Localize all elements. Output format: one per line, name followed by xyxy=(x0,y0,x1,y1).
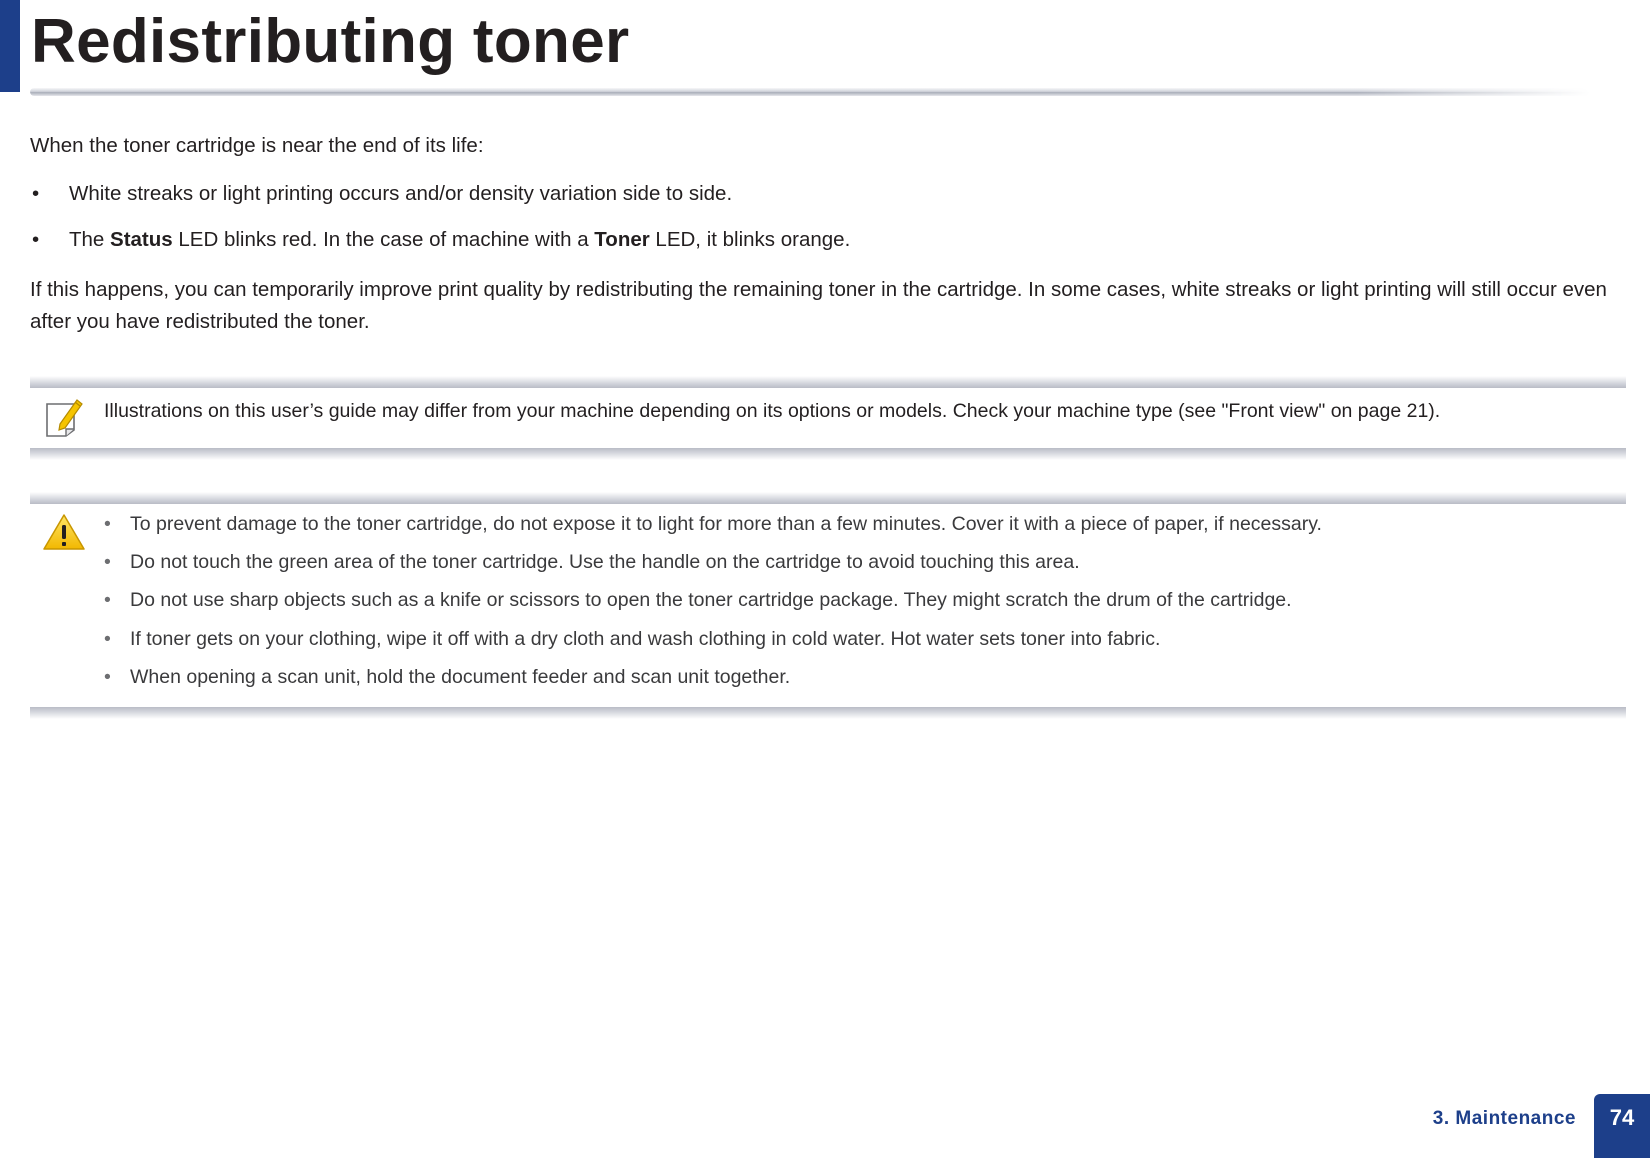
list-item: • To prevent damage to the toner cartridge, do not expose it to light for more than a few minutes. Cover it with a piece of paper, if necessary. xyxy=(104,510,1322,548)
list-item: • Do not use sharp objects such as a knife or scissors to open the toner cartridge package. They might scratch the drum of the cartridge. xyxy=(104,586,1322,624)
note-text: Illustrations on this user’s guide may differ from your machine depending on its options or models. Check your machine type (see "Front view" on page 21). xyxy=(104,400,1441,422)
status-led-label: Status xyxy=(110,228,173,251)
page-title: Redistributing toner xyxy=(31,7,630,76)
list-item xyxy=(30,178,850,224)
toner-led-label: Toner xyxy=(594,228,650,251)
caution-list xyxy=(104,510,1322,701)
list-item-text: White streaks or light printing occurs and/or density variation side to side. xyxy=(69,182,733,205)
note-top-band xyxy=(30,376,1626,388)
list-item: • Do not touch the green area of the toner cartridge. Use the handle on the cartridge to avoid touching this area. xyxy=(104,548,1322,586)
list-item: • If toner gets on your clothing, wipe it off with a dry cloth and wash clothing in cold water. Hot water sets toner into fabric. xyxy=(104,625,1322,663)
note-pencil-icon xyxy=(44,396,84,438)
caution-bottom-band xyxy=(30,707,1626,719)
list-item xyxy=(30,224,850,270)
list-item: • When opening a scan unit, hold the document feeder and scan unit together. xyxy=(104,663,1322,701)
symptom-list xyxy=(30,178,850,270)
intro-text: When the toner cartridge is near the end of its life: xyxy=(30,134,484,157)
title-divider xyxy=(30,88,1590,96)
page-number: 74 xyxy=(1594,1094,1650,1158)
list-item-text: LED blinks red. In the case of machine with a xyxy=(172,228,595,251)
warning-triangle-icon xyxy=(42,512,86,552)
footer-section-label: 3. Maintenance xyxy=(1432,1108,1576,1129)
list-item-text: LED, it blinks orange. xyxy=(649,228,851,251)
caution-top-band xyxy=(30,492,1626,504)
title-accent-bar xyxy=(0,0,20,92)
list-item-text: The xyxy=(69,228,111,251)
note-bottom-band xyxy=(30,448,1626,460)
body-paragraph: If this happens, you can temporarily improve print quality by redistributing the remaining toner in the cartridge. In some cases, white streaks or light printing will still occur even after you have redistributed the toner. xyxy=(30,278,1607,333)
